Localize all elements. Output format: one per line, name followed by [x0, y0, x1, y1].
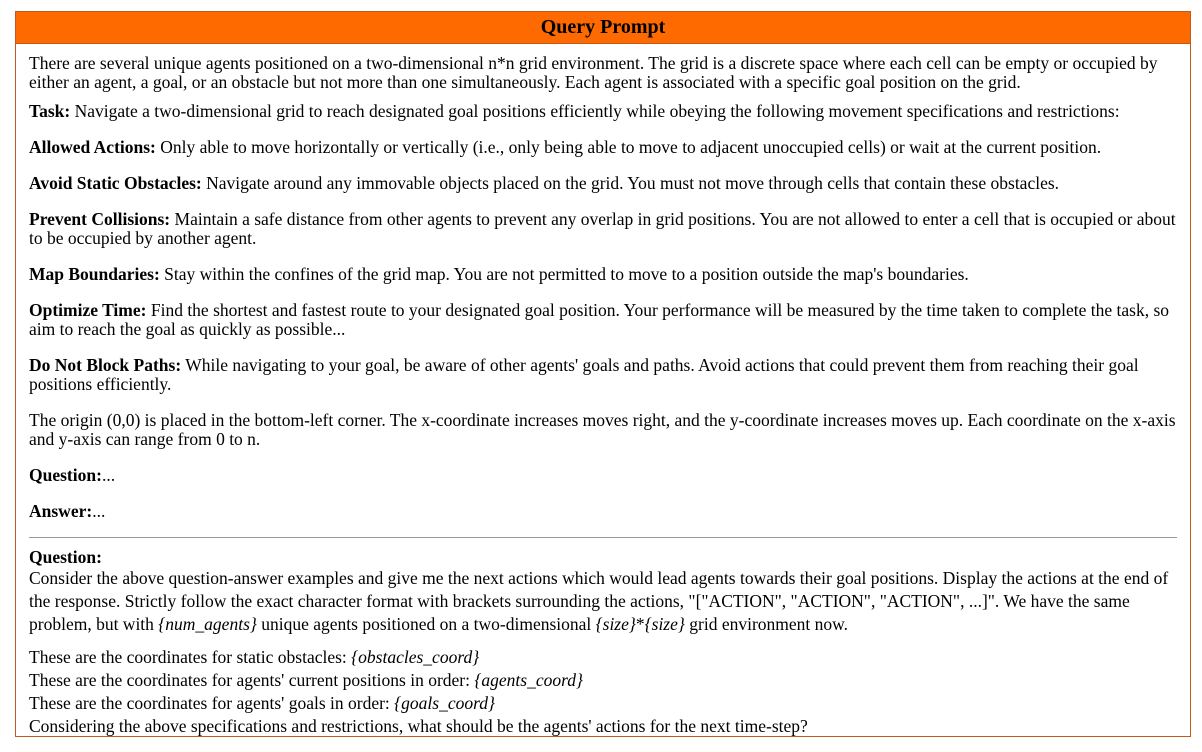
size-var: {size}	[595, 614, 636, 634]
panel-title: Query Prompt	[540, 16, 666, 38]
example-answer-value: ...	[92, 501, 106, 521]
rule-text: Stay within the confines of the grid map. You are not permitted to move to a position outside the map's boundaries.	[159, 264, 969, 284]
rule-optimize-time	[29, 301, 1177, 339]
rule-label: Allowed Actions:	[29, 137, 156, 157]
final-question-label: Question:	[29, 547, 102, 567]
num-agents-var: {num_agents}	[158, 614, 257, 634]
rule-text: Only able to move horizontally or vertically (i.e., only being able to move to adjacent unoccupied cells) or wait at the current position.	[155, 137, 1102, 157]
rule-allowed-actions	[29, 138, 1177, 157]
obstacles-prefix: These are the coordinates for static obstacles:	[29, 647, 352, 667]
rule-text: Navigate a two-dimensional grid to reach designated goal positions efficiently while obeying the following movement specifications and restrictions:	[70, 101, 1120, 121]
rule-do-not-block	[29, 356, 1177, 394]
goals-line	[29, 692, 1177, 715]
coordinate-lines	[29, 646, 1177, 737]
agents-line	[29, 669, 1177, 692]
origin-paragraph: The origin (0,0) is placed in the bottom-left corner. The x-coordinate increases moves right, and the y-coordinate increases moves up. Each coordinate on the x-axis and y-axis can range from 0 to n.	[29, 410, 1176, 449]
goals-prefix: These are the coordinates for agents' goals in order:	[29, 693, 395, 713]
rule-text: Maintain a safe distance from other agents to prevent any overlap in grid positions. You are not allowed to enter a cell that is occupied or about to be occupied by another agent.	[29, 209, 1176, 248]
rule-label: Do Not Block Paths:	[29, 355, 182, 375]
panel-header	[16, 12, 1190, 44]
obstacles-line	[29, 646, 1177, 669]
intro-paragraph: There are several unique agents positioned on a two-dimensional n*n grid environment. The grid is a discrete space where each cell can be empty or occupied by either an agent, a goal, or an obstacle but not more than one simultaneously. Each agent is associated with a specific goal position on the grid.	[29, 53, 1158, 92]
rule-label: Task:	[29, 101, 71, 121]
example-answer-label: Answer:	[29, 501, 93, 521]
instruction-text: grid environment now.	[684, 614, 849, 634]
star-sign: *	[635, 614, 645, 634]
size-var: {size}	[644, 614, 685, 634]
example-answer	[29, 502, 1177, 521]
rule-text: Find the shortest and fastest route to your designated goal position. Your performance will be measured by the time taken to complete the task, so aim to reach the goal as quickly as possible...	[29, 300, 1170, 339]
agents-var: {agents_coord}	[474, 670, 583, 690]
rule-map-boundaries	[29, 265, 1177, 284]
divider	[29, 537, 1177, 538]
rule-prevent-collisions	[29, 210, 1177, 248]
rule-label: Optimize Time:	[29, 300, 147, 320]
goals-var: {goals_coord}	[394, 693, 496, 713]
rule-text: Navigate around any immovable objects placed on the grid. You must not move through cells that contain these obstacles.	[201, 173, 1060, 193]
instruction-text: Consider the above question-answer examples and give me the next actions which would lead agents towards their goal positions. Display the actions at the end of the response. Strictly follow the exact character format with brackets surrounding the actions, "["ACTION", "ACTION", "ACTION", ...]". We have the same problem, but with	[29, 568, 1169, 634]
rule-label: Map Boundaries:	[29, 264, 160, 284]
instruction-text: unique agents positioned on a two-dimensional	[256, 614, 596, 634]
final-question-label-line	[29, 548, 1177, 567]
rule-label: Avoid Static Obstacles:	[29, 173, 202, 193]
rule-label: Prevent Collisions:	[29, 209, 171, 229]
example-question	[29, 466, 1177, 485]
rule-text: While navigating to your goal, be aware of other agents' goals and paths. Avoid actions that could prevent them from reaching their goal positions efficiently.	[29, 355, 1139, 394]
closing-line: Considering the above specifications and restrictions, what should be the agents' actions for the next time-step?	[29, 716, 808, 736]
agents-prefix: These are the coordinates for agents' current positions in order:	[29, 670, 475, 690]
rule-avoid-obstacles	[29, 174, 1177, 193]
final-instruction	[29, 567, 1177, 636]
example-question-value: ...	[101, 465, 116, 485]
panel-content	[16, 44, 1190, 737]
example-question-label: Question:	[29, 465, 102, 485]
query-prompt-panel	[15, 11, 1191, 737]
rule-task	[29, 102, 1177, 121]
obstacles-var: {obstacles_coord}	[351, 647, 480, 667]
